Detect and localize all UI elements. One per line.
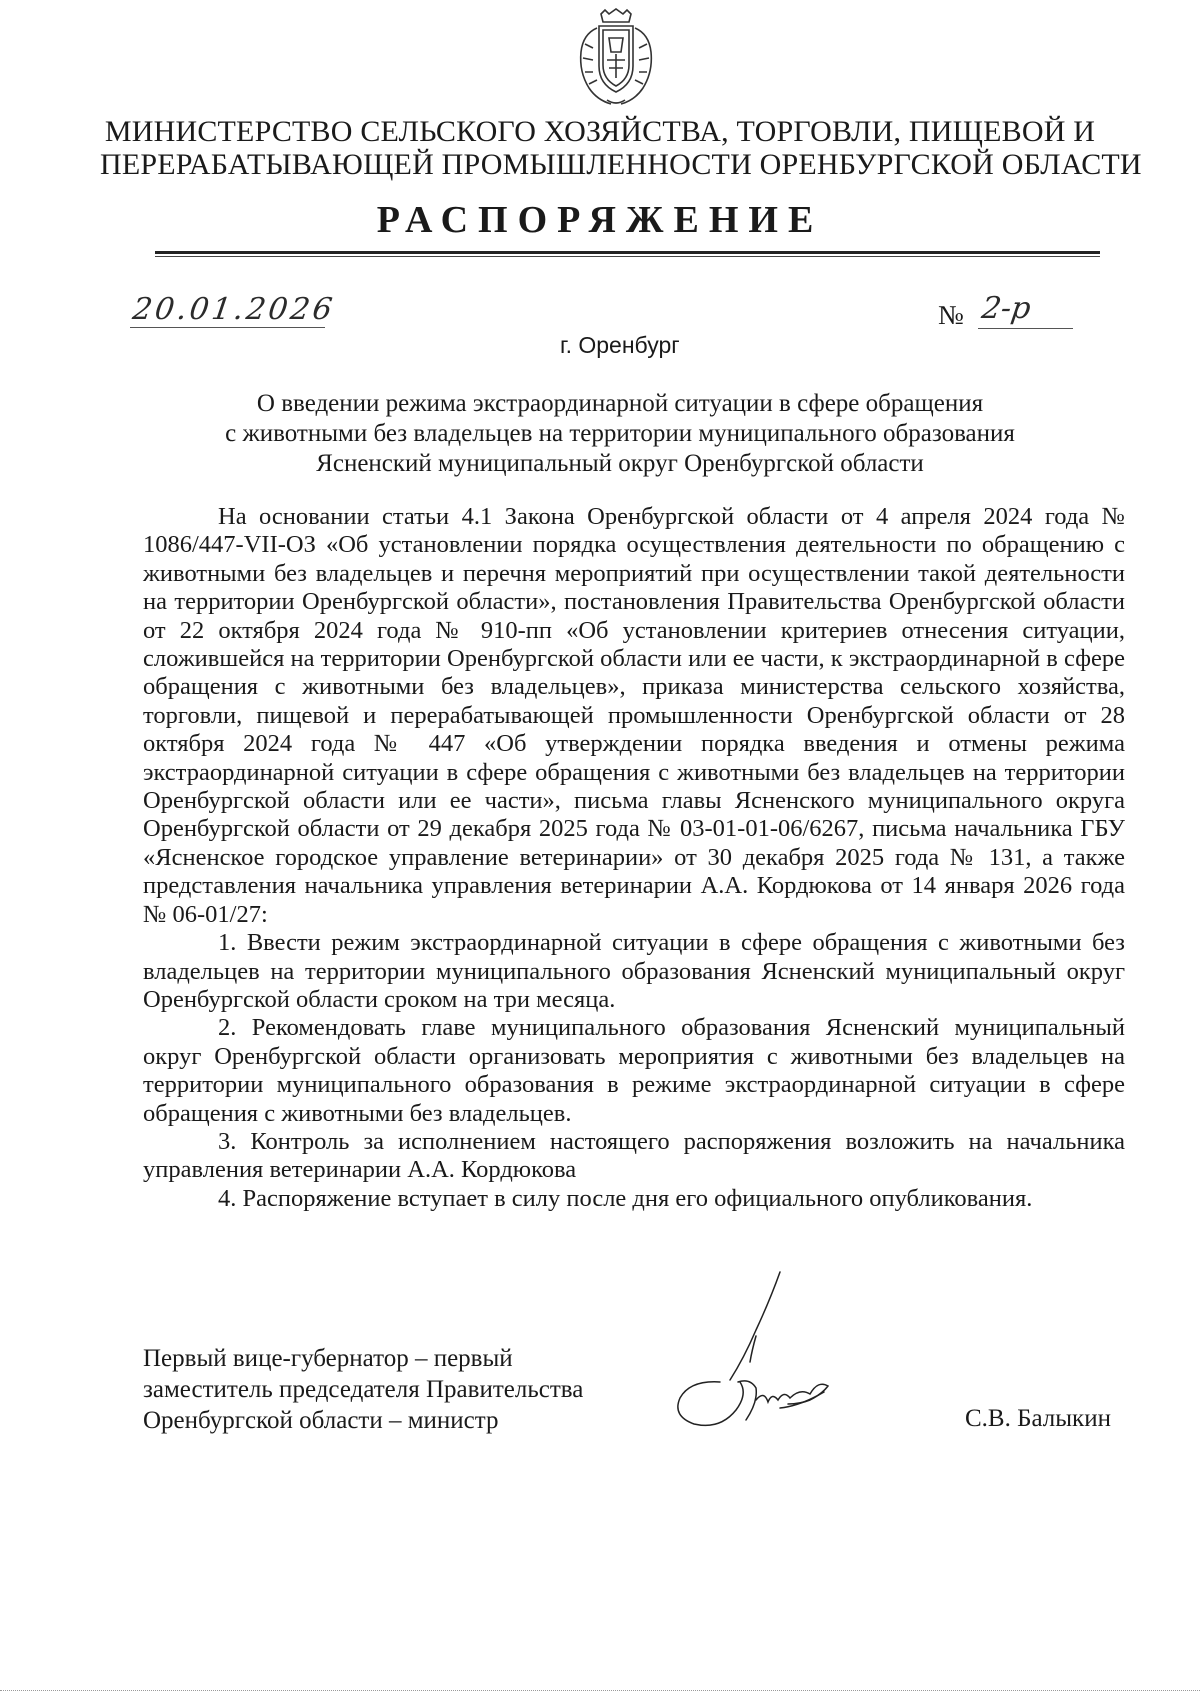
date-underline bbox=[130, 327, 325, 328]
preamble-paragraph: На основании статьи 4.1 Закона Оренбургской области от 4 апреля 2024 года № 1086/447-VII-ОЗ «Об установлении порядка осуществления деятельности по обращению с животными без владельцев и перечня мероприятий при осуществлении такой деятельности на территории Оренбургской области», постановления Правительства Оренбургской области от 22 октября 2024 года № 910-пп «Об установлении критериев отнесения ситуации, сложившейся на территории Оренбургской области или ее части, к экстраординарной в сфере обращения с животными без владельцев», приказа министерства сельского хозяйства, торговли, пищевой и перерабатывающей промышленности Оренбургской области от 28 октября 2024 года № 447 «Об утверждении порядка введения и отмены режима экстраординарной ситуации в сфере обращения с животными без владельцев на территории Оренбургской области или ее части», письма главы Ясненского муниципального округа Оренбургской области от 29 декабря 2025 года № 03-01-01-06/6267, письма начальника ГБУ «Ясненское городское управление ветеринарии» от 30 декабря 2025 года № 131, а также представления начальника управления ветеринарии А.А. Кордюкова от 14 января 2026 года № 06-01/27: bbox=[143, 503, 1125, 928]
number-underline bbox=[978, 328, 1073, 329]
position-line-3: Оренбургской области – министр bbox=[143, 1407, 499, 1434]
handwritten-number: 2-р bbox=[979, 291, 1033, 326]
signatory-position bbox=[143, 1343, 583, 1436]
document-body bbox=[143, 503, 1125, 1213]
signatory-name: С.В. Балыкин bbox=[965, 1405, 1111, 1432]
title-rule-thick bbox=[155, 251, 1100, 254]
scan-edge-line bbox=[0, 1690, 1200, 1691]
document-type-title: РАСПОРЯЖЕНИЕ bbox=[376, 199, 824, 241]
number-label: № bbox=[938, 300, 964, 330]
subject-line-3: Ясненский муниципальный округ Оренбургской области bbox=[316, 450, 924, 477]
subject-line-1: О введении режима экстраординарной ситуации в сфере обращения bbox=[256, 390, 984, 417]
item-2-paragraph: 2. Рекомендовать главе муниципального образования Ясненский муниципальный округ Оренбургской области организовать мероприятия с животными без владельцев на территории муниципального образования в режиме экстраординарной ситуации в сфере обращения с животными без владельцев. bbox=[143, 1014, 1125, 1127]
position-line-1: Первый вице-губернатор – первый bbox=[143, 1345, 513, 1372]
position-line-2: заместитель председателя Правительства bbox=[143, 1376, 584, 1403]
item-3-paragraph: 3. Контроль за исполнением настоящего распоряжения возложить на начальника управления ветеринарии А.А. Кордюкова bbox=[143, 1127, 1125, 1184]
handwritten-date: 20.01.2026 bbox=[130, 292, 338, 327]
document-subject bbox=[150, 389, 1090, 479]
coat-of-arms-emblem bbox=[571, 8, 661, 108]
ministry-line-1: МИНИСТЕРСТВО СЕЛЬСКОГО ХОЗЯЙСТВА, ТОРГОВЛИ, ПИЩЕВОЙ И bbox=[104, 115, 1096, 148]
item-1-paragraph: 1. Ввести режим экстраординарной ситуации в сфере обращения с животными без владельцев на территории муниципального образования Ясненский муниципальный округ Оренбургской области сроком на три месяца. bbox=[143, 929, 1125, 1013]
handwritten-signature bbox=[660, 1270, 860, 1440]
subject-line-2: с животными без владельцев на территории муниципального образования bbox=[225, 420, 1015, 447]
city-label: г. Оренбург bbox=[560, 332, 680, 358]
item-4-paragraph: 4. Распоряжение вступает в силу после дня его официального опубликования. bbox=[218, 1184, 1033, 1212]
title-rule-thin bbox=[155, 256, 1100, 257]
ministry-line-2: ПЕРЕРАБАТЫВАЮЩЕЙ ПРОМЫШЛЕННОСТИ ОРЕНБУРГСКОЙ ОБЛАСТИ bbox=[100, 148, 1142, 181]
ministry-name bbox=[100, 115, 1142, 181]
